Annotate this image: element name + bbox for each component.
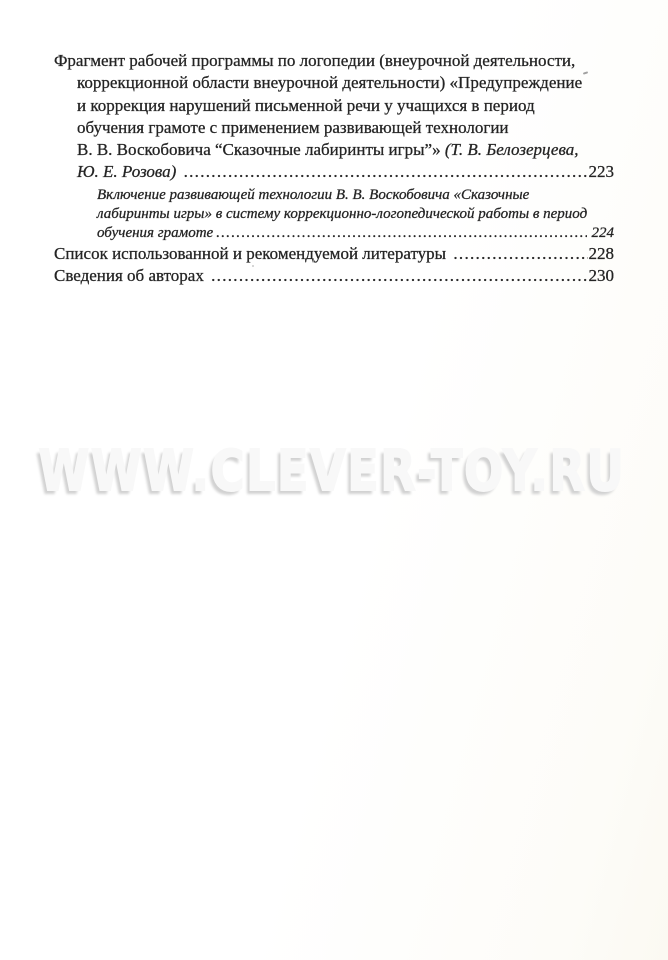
toc-entry-line-authors: [54, 139, 614, 161]
toc-entry-line: лабиринты игры» в систему коррекционно-логопедической работы в период: [97, 205, 588, 222]
toc-entry-title-text: В. В. Воскобовича “Сказочные лабиринты игры”»: [77, 140, 445, 160]
dot-leader: [184, 161, 588, 183]
toc-entry-bibliography: [54, 243, 614, 265]
watermark-text: WWW.CLEVER-TOY.RU: [38, 439, 626, 504]
toc-entry-tail-line: [54, 243, 614, 265]
toc-entry-tail-line: [54, 224, 614, 243]
toc-entry-authors-text: (Т. В. Белозерцева,: [444, 140, 579, 160]
dot-leader: [216, 224, 586, 243]
table-of-contents: [54, 50, 614, 287]
page-number: 230: [588, 266, 614, 286]
page-number: 223: [588, 162, 614, 182]
toc-entry-inclusion-subsection: [54, 186, 614, 243]
toc-entry-about-authors: [54, 265, 614, 287]
toc-entry-line: обучения грамоте с применением развивающей технологии: [77, 117, 509, 137]
toc-entry-line: и коррекция нарушений письменной речи у учащихся в период: [77, 95, 535, 115]
toc-entry-text: Список использованной и рекомендуемой литературы: [54, 243, 451, 263]
scan-speck: [252, 265, 254, 267]
toc-entry-line: Фрагмент рабочей программы по логопедии (внеурочной деятельности,: [54, 51, 576, 70]
toc-entry-text: обучения грамоте: [97, 224, 214, 241]
dot-leader: [211, 265, 587, 287]
toc-entry-program-fragment: [54, 50, 614, 184]
toc-entry-tail-line: [54, 265, 614, 287]
toc-entry-authors-text: Ю. Е. Розова): [77, 162, 181, 182]
dot-leader: [453, 243, 587, 265]
page-number: 228: [588, 243, 614, 263]
page-number: 224: [591, 224, 614, 241]
toc-entry-text: Сведения об авторах: [54, 266, 209, 286]
toc-entry-tail-line: [54, 161, 614, 183]
toc-entry-line: коррекционной области внеурочной деятельности) «Предупреждение: [77, 73, 583, 93]
toc-entry-line: Включение развивающей технологии В. В. Воскобовича «Сказочные: [97, 186, 530, 203]
